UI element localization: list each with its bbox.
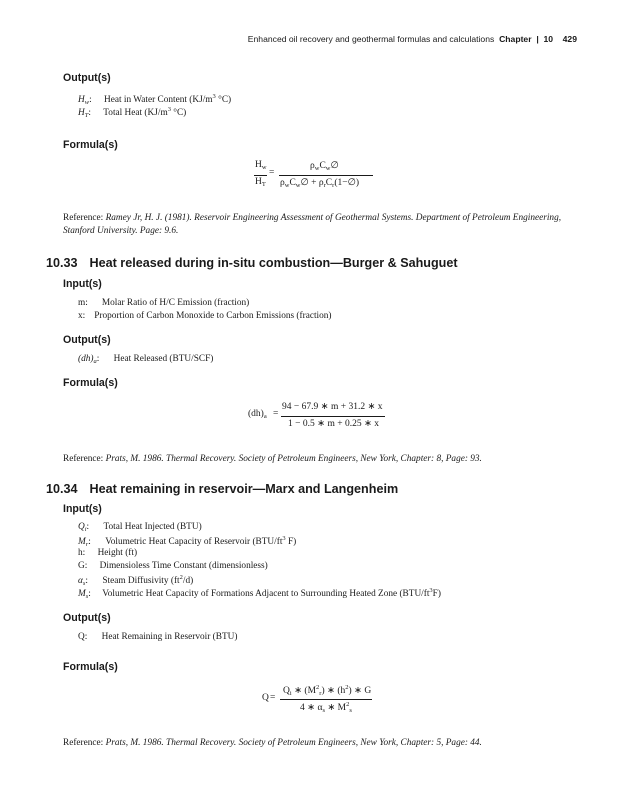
input-item: $M_r$: Volumetric Heat Capacity of Reservoir ($BTU/ft^3$ F) (78, 535, 297, 548)
fraction-bar (280, 699, 372, 700)
fraction-bar (279, 175, 373, 176)
formula-heading: Formula(s) (63, 377, 118, 389)
chapter-label: Chapter (499, 34, 532, 44)
formula-denominator: 1 − 0.5 ∗ m + 0.25 ∗ x (288, 419, 380, 429)
formula-numerator: 94 − 67.9 ∗ m + 31.2 ∗ x (282, 402, 383, 412)
formula-lhs-num: $H_w$ (255, 160, 267, 171)
formula-equals: = (270, 693, 276, 703)
formula-heat-remaining (262, 684, 372, 720)
chapter-number: 10 (543, 34, 554, 44)
output-item: Q: Heat Remaining in Reservoir (BTU) (78, 632, 238, 642)
section-heading-10-34: 10.34 Heat remaining in reservoir—Marx and Langenheim (46, 482, 399, 496)
formula-heat-ratio (252, 160, 382, 194)
running-head (248, 34, 577, 44)
formula-heat-released (248, 401, 388, 435)
formula-heading: Formula(s) (63, 661, 118, 673)
page-number: 429 (562, 34, 577, 44)
formula-numerator: $Q_i$ ∗ $(M^2_r)$ ∗ $(h^2)$ ∗ G (283, 684, 372, 697)
formula-heading: Formula(s) (63, 139, 118, 151)
reference: Reference: Ramey Jr, H. J. (1981). Reservoir Engineering Assessment of Geothermal Systems. Department of Petroleum Engineering, Stanford University. Page: 9.6. (63, 213, 562, 236)
section-heading-10-33: 10.33 Heat released during in-situ combustion—Burger & Sahuguet (46, 256, 458, 270)
input-heading: Input(s) (63, 503, 102, 515)
output-heading: Output(s) (63, 612, 111, 624)
fraction-bar (254, 175, 267, 176)
input-item: $M_s$: Volumetric Heat Capacity of Formations Adjacent to Surrounding Heated Zone $(BTU/ft^3F)$ (78, 587, 441, 600)
output-heading: Output(s) (63, 72, 111, 84)
input-item: G: Dimensioless Time Constant (dimensionless) (78, 561, 268, 571)
input-item: $Q_i$: Total Heat Injected (BTU) (78, 522, 202, 533)
formula-lhs-den: $H_T$ (255, 177, 266, 188)
input-heading: Input(s) (63, 278, 102, 290)
input-item: x: Proportion of Carbon Monoxide to Carbon Emissions (fraction) (78, 311, 332, 321)
output-item: $H_T$: Total Heat ($KJ/m^3$ °C) (78, 106, 187, 119)
output-item: $(dh)_a$: Heat Released (BTU/SCF) (78, 354, 214, 365)
input-item: m: Molar Ratio of H/C Emission (fraction) (78, 298, 250, 308)
formula-rhs-num: $\rho_wC_w\emptyset$ (310, 161, 339, 172)
formula-lhs: Q (262, 693, 269, 703)
chapter-separator: | (533, 34, 542, 44)
fraction-bar (281, 416, 385, 417)
running-title: Enhanced oil recovery and geothermal formulas and calculations (247, 34, 495, 44)
formula-rhs-den: $\rho_wC_w\emptyset$ + $\rho_rC_r(1-\emptyset)$ (280, 178, 360, 189)
reference: Reference: Prats, M. 1986. Thermal Recovery. Society of Petroleum Engineers, New York, Chapter: 8, Page: 93. (63, 454, 482, 464)
reference: Reference: Prats, M. 1986. Thermal Recovery. Society of Petroleum Engineers, New York, Chapter: 5, Page: 44. (63, 738, 482, 748)
formula-equals: = (273, 409, 279, 419)
formula-lhs: $(dh)_a$ (248, 409, 267, 420)
output-item: $H_w$: Heat in Water Content ($KJ/m^3$ °C) (78, 93, 232, 106)
input-item: $\alpha_s$: Steam Diffusivity $(ft^2/d)$ (78, 574, 194, 587)
input-item: h: Height (ft) (78, 548, 138, 558)
formula-equals: = (269, 168, 275, 178)
output-heading: Output(s) (63, 334, 111, 346)
formula-denominator: 4 ∗ $\alpha_s$ ∗ $M^2_s$ (300, 701, 352, 714)
